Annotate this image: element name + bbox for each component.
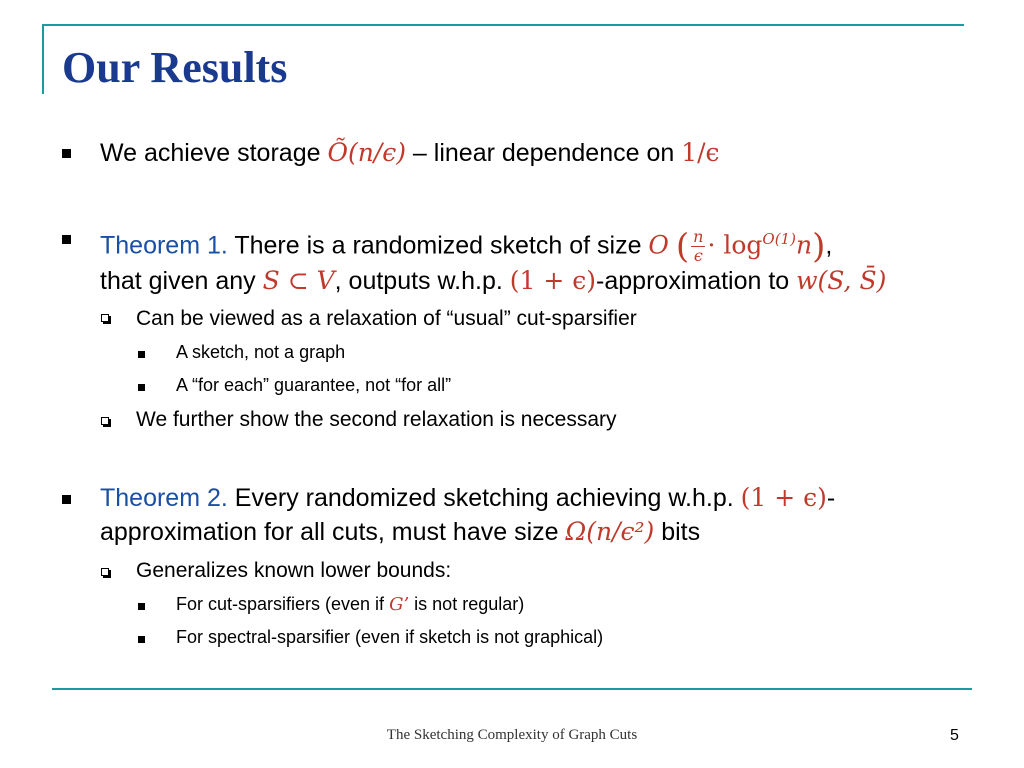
inverse-epsilon: 1/ϵ xyxy=(681,138,720,167)
approx-factor-2: (1 + ϵ) xyxy=(740,483,827,512)
left-rule xyxy=(42,24,44,94)
theorem-1-line2-mid: , outputs w.h.p. xyxy=(334,267,510,295)
subset-formula: S ⊂ V xyxy=(262,266,335,295)
theorem-1-text: There is a randomized sketch of size xyxy=(227,231,649,260)
sub-bullet-marker xyxy=(101,314,109,322)
subsub-item: For cut-sparsifiers (even if G’ is not regular) xyxy=(176,594,525,615)
comma: , xyxy=(825,231,833,260)
sub-item: Can be viewed as a relaxation of “usual” cut-sparsifier xyxy=(136,307,637,330)
sub-item: Generalizes known lower bounds: xyxy=(136,559,452,582)
page-number: 5 xyxy=(950,727,959,744)
close-paren: ) xyxy=(812,226,826,267)
bottom-rule xyxy=(52,688,972,690)
sub-bullet-marker xyxy=(101,417,109,425)
bullet-1-mid: – linear dependence on xyxy=(405,139,682,167)
hyphen: - xyxy=(826,484,836,512)
slide-title: Our Results xyxy=(62,43,288,92)
theorem-2-text: Every randomized sketching achieving w.h.p. xyxy=(227,484,741,512)
n-over-epsilon: $\frac{n}{\epsilon}$ xyxy=(693,227,704,266)
subsub-item: A “for each” guarantee, not “for all” xyxy=(176,375,452,395)
bullet-1 xyxy=(100,138,720,168)
bullet-marker xyxy=(62,235,71,244)
bullet-marker xyxy=(62,149,71,158)
theorem-1-line2-pre: that given any xyxy=(100,267,263,295)
theorem-2-line-2 xyxy=(100,517,700,547)
subsub-item: A sketch, not a graph xyxy=(176,342,346,362)
sub-item: We further show the second relaxation is necessary xyxy=(136,408,617,431)
slide-footer: The Sketching Complexity of Graph Cuts xyxy=(386,727,638,743)
bullet-1-text: We achieve storage xyxy=(100,139,328,167)
theorem-1-label: Theorem 1. xyxy=(100,231,228,260)
subsub-item: For spectral-sparsifier (even if sketch is not graphical) xyxy=(176,627,604,647)
log-term: · log xyxy=(707,230,763,260)
storage-formula: Õ(n/ϵ) xyxy=(327,138,406,167)
theorem-2-label: Theorem 2. xyxy=(100,484,228,512)
big-o: O xyxy=(648,230,669,260)
n-var: n xyxy=(795,230,813,260)
subsub-bullet-marker xyxy=(138,636,145,643)
approx-factor: (1 + ϵ) xyxy=(509,266,597,295)
top-rule xyxy=(42,24,964,26)
open-paren: ( xyxy=(675,226,690,267)
theorem-2-line-1 xyxy=(100,483,835,513)
sub-bullet-marker xyxy=(101,568,109,576)
subsub-bullet-marker xyxy=(138,351,145,358)
theorem-1-line-1 xyxy=(100,216,833,267)
theorem-1-line2-mid2: -approximation to xyxy=(596,267,797,295)
lower-bound-formula: Ω(n/ϵ²) xyxy=(565,517,655,546)
graph-g-prime: G’ xyxy=(389,594,410,615)
cut-weight: w(S, S̄) xyxy=(796,266,887,295)
bullet-marker xyxy=(62,495,71,504)
subsub-bullet-marker xyxy=(138,603,145,610)
theorem-2-line2-post: bits xyxy=(654,518,701,546)
theorem-1-line-2 xyxy=(100,266,886,296)
theorem-2-line2-pre: approximation for all cuts, must have size xyxy=(100,518,566,546)
log-exponent: O(1) xyxy=(762,230,796,248)
subsub-bullet-marker xyxy=(138,384,145,391)
